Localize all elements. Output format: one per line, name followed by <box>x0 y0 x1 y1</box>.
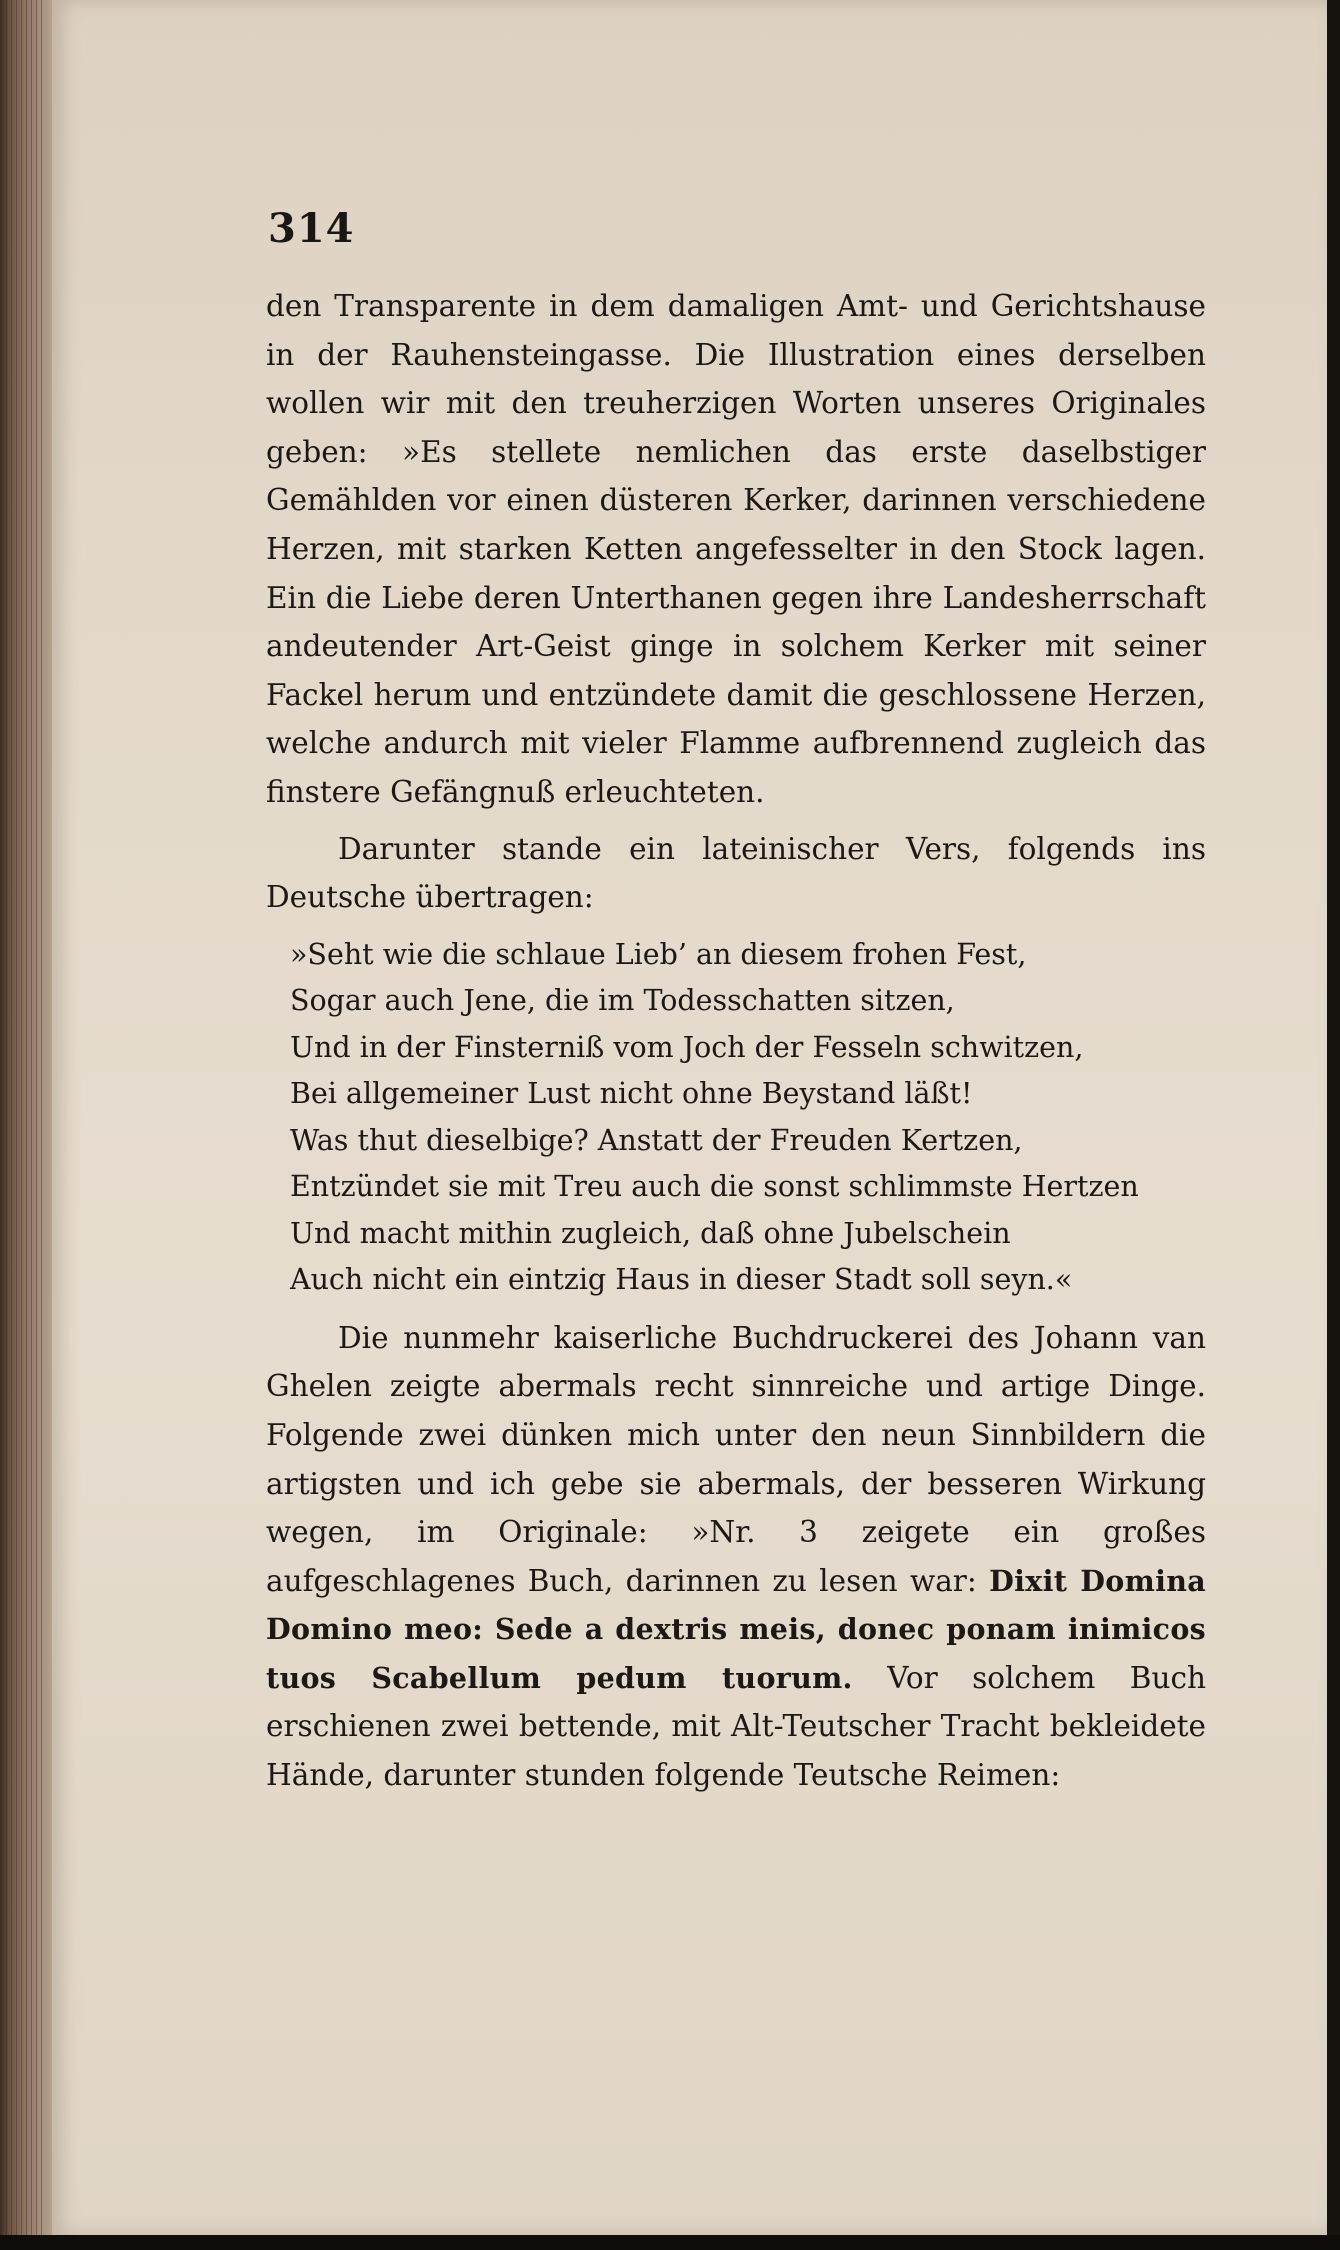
page-edge-stack <box>0 0 52 2250</box>
paragraph-buchdruckerei-text: Die nunmehr kaiserliche Buchdruckerei des Johann van Ghelen zeigte abermals recht sinnreiche und artige Dinge. Folgende zwei dünken mich unter den neun Sinnbildern die artigsten und ich gebe sie abermals, der besseren Wirkung wegen, im Originale: »Nr. 3 zeigete ein großes aufgeschlagenes Buch, darinnen zu lesen war: <box>266 1320 1206 1598</box>
paragraph-buchdruckerei <box>266 1314 1206 1800</box>
verse-line: Entzündet sie mit Treu auch die sonst schlimmste Hertzen <box>290 1170 1139 1204</box>
paragraph-latin-verse-intro: Darunter stande ein lateinischer Vers, folgends ins Deutsche übertragen: <box>266 831 1206 915</box>
verse-line: Auch nicht ein eintzig Haus in dieser Stadt soll seyn.« <box>290 1263 1073 1297</box>
verse-block <box>290 932 1206 1304</box>
body-text <box>266 282 1206 1800</box>
page-number: 314 <box>268 205 355 252</box>
verse-line: Bei allgemeiner Lust nicht ohne Beystand läßt! <box>290 1077 973 1111</box>
verse-line: Und in der Finsterniß vom Joch der Fesseln schwitzen, <box>290 1030 1084 1064</box>
verse-line: »Seht wie die schlaue Lieb’ an diesem frohen Fest, <box>290 937 1027 971</box>
paragraph-transparente: den Transparente in dem damaligen Amt- und Gerichtshause in der Rauhensteingasse. Die Illustration eines derselben wollen wir mit den treuherzigen Worten unseres Originales geben: »Es stellete nemlichen das erste daselbstiger Gemählden vor einen düsteren Kerker, darinnen verschiedene Herzen, mit starken Ketten angefesselter in den Stock lagen. Ein die Liebe deren Unterthanen gegen ihre Landesherrschaft andeutender Art-Geist ginge in solchem Kerker mit seiner Fackel herum und entzündete damit die geschlossene Herzen, welche andurch mit vieler Flamme aufbrennend zugleich das finstere Gefängnuß erleuchteten. <box>266 289 1206 809</box>
verse-line: Und macht mithin zugleich, daß ohne Jubelschein <box>290 1216 1011 1250</box>
paragraph-buchdruckerei-end: Vor solchem Buch erschienen zwei bettende, mit Alt-Teutscher Tracht bekleidete Hände, darunter stunden folgende Teutsche Reimen: <box>266 1660 1206 1793</box>
verse-line: Sogar auch Jene, die im Todesschatten sitzen, <box>290 984 955 1018</box>
latin-quote: Dixit Domina Domino meo: Sede a dextris meis, donec ponam inimicos tuos Scabellum pedum tuorum. <box>266 1563 1206 1695</box>
page-edge-lines <box>6 0 46 2250</box>
verse-line: Was thut dieselbige? Anstatt der Freuden Kertzen, <box>290 1123 1023 1157</box>
bottom-shadow <box>0 2235 1340 2250</box>
